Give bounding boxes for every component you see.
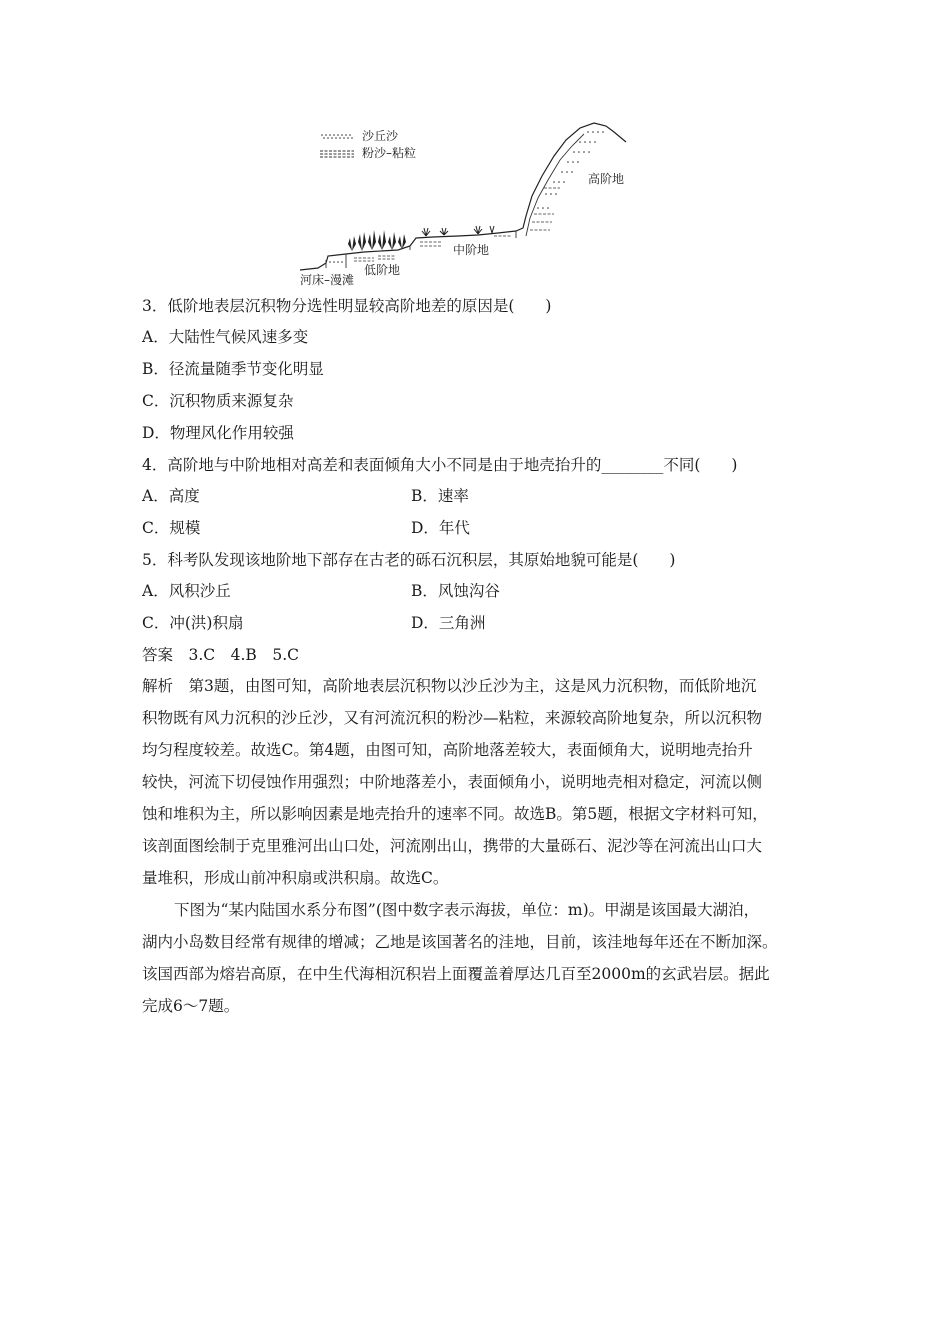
question-3-option-c: C．沉积物质来源复杂 bbox=[142, 392, 294, 410]
intro-line: 完成6～7题。 bbox=[142, 997, 240, 1015]
riverbed-sediment bbox=[329, 261, 343, 263]
label-high-terrace: 高阶地 bbox=[588, 172, 625, 186]
question-5-stem: 5．科考队发现该地阶地下部存在古老的砾石沉积层，其原始地貌可能是( ) bbox=[142, 551, 676, 569]
label-low-terrace: 低阶地 bbox=[364, 263, 401, 277]
question-4-stem: 4．高阶地与中阶地相对高差和表面倾角大小不同是由于地壳抬升的________不同( ) bbox=[142, 456, 738, 474]
question-5-option-c: C．冲(洪)积扇 bbox=[142, 614, 244, 632]
high-terrace-dune-sand bbox=[537, 131, 604, 209]
question-3-option-a: A．大陆性气候风速多变 bbox=[142, 328, 309, 346]
question-5-option-b: B．风蚀沟谷 bbox=[411, 582, 500, 600]
analysis-line: 均匀程度较差。故选C。第4题，由图可知，高阶地落差较大，表面倾角大，说明地壳抬升 bbox=[142, 741, 753, 759]
legend-silt-clay bbox=[320, 145, 416, 160]
low-terrace-sediment bbox=[354, 256, 396, 261]
analysis-line: 较快，河流下切侵蚀作用强烈；中阶地落差小，表面倾角小，说明地壳相对稳定，河流以侧 bbox=[142, 773, 763, 791]
low-terrace-vegetation bbox=[348, 230, 406, 251]
analysis-line: 该剖面图绘制于克里雅河出山口处，河流刚出山，携带的大量砾石、泥沙等在河流出山口大 bbox=[142, 837, 763, 855]
question-5-option-d: D．三角洲 bbox=[411, 614, 486, 632]
question-4-option-b: B．速率 bbox=[411, 487, 469, 505]
analysis-paragraph bbox=[142, 670, 822, 894]
legend-label-silt: 粉沙–粘粒 bbox=[362, 146, 417, 160]
label-mid-terrace: 中阶地 bbox=[453, 243, 490, 257]
intro-line: 湖内小岛数目经常有规律的增减；乙地是该国著名的洼地，目前，该洼地每年还在不断加深。 bbox=[142, 933, 778, 951]
label-riverbed: 河床–漫滩 bbox=[300, 273, 355, 287]
terrace-profile-figure bbox=[298, 118, 638, 290]
question-5-option-a: A．风积沙丘 bbox=[142, 582, 231, 600]
legend-dune-sand bbox=[321, 128, 399, 143]
analysis-line: 解析 第3题，由图可知，高阶地表层沉积物以沙丘沙为主，这是风力沉积物，而低阶地沉 bbox=[142, 677, 757, 695]
analysis-line: 量堆积，形成山前冲积扇或洪积扇。故选C。 bbox=[142, 869, 449, 887]
analysis-line: 积物既有风力沉积的沙丘沙，又有河流沉积的粉沙—粘粒，来源较高阶地复杂，所以沉积物 bbox=[142, 709, 763, 727]
intro-paragraph bbox=[142, 894, 822, 1022]
question-4-option-d: D．年代 bbox=[411, 519, 470, 537]
question-3-option-b: B．径流量随季节变化明显 bbox=[142, 360, 324, 378]
question-3-option-d: D．物理风化作用较强 bbox=[142, 424, 294, 442]
question-4-option-c: C．规模 bbox=[142, 519, 201, 537]
legend-label-dune: 沙丘沙 bbox=[362, 129, 399, 143]
dots-pattern-icon bbox=[321, 134, 353, 139]
question-3-stem: 3．低阶地表层沉积物分选性明显较高阶地差的原因是( ) bbox=[142, 297, 552, 315]
question-4-option-a: A．高度 bbox=[142, 487, 200, 505]
intro-line: 该国西部为熔岩高原，在中生代海相沉积岩上面覆盖着厚达几百至2000m的玄武岩层。据此 bbox=[142, 965, 770, 983]
answer-line: 答案 3.C 4.B 5.C bbox=[142, 646, 299, 664]
terrace-profile-diagram bbox=[298, 118, 638, 290]
intro-line: 下图为“某内陆国水系分布图”(图中数字表示海拔，单位：m)。甲湖是该国最大湖泊， bbox=[174, 901, 760, 919]
analysis-line: 蚀和堆积为主，所以影响因素是地壳抬升的速率不同。故选B。第5题，根据文字材料可知， bbox=[142, 805, 768, 823]
dashes-pattern-icon bbox=[320, 151, 354, 157]
